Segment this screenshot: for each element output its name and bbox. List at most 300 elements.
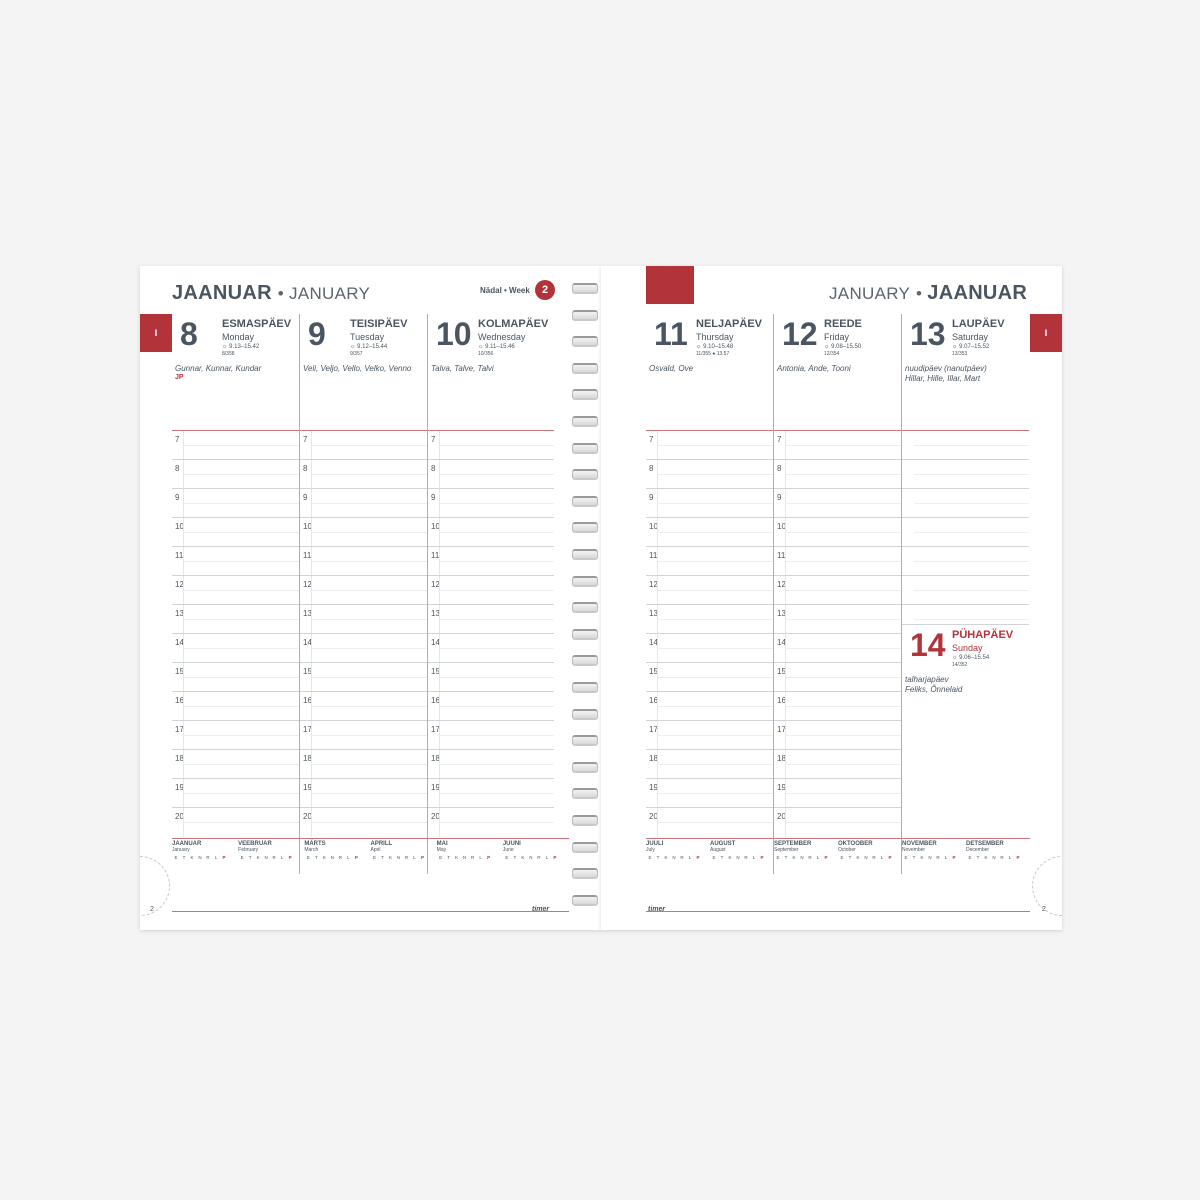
hour-slot[interactable] [172, 546, 299, 575]
hour-slot[interactable] [646, 575, 773, 604]
name-days-second: Hillar, Hille, Illar, Mart [905, 374, 981, 383]
half-hour-line [786, 764, 901, 765]
day-of-year: 13/353 [952, 351, 968, 357]
right-page [601, 266, 1062, 930]
month-tab-left[interactable]: I [140, 314, 172, 352]
hour-slot[interactable] [902, 517, 1029, 546]
spiral-ring [572, 895, 598, 906]
half-hour-line [440, 793, 554, 794]
weekday-letter: E [505, 855, 509, 860]
half-hour-line [312, 764, 427, 765]
hour-slot[interactable] [300, 807, 427, 836]
hour-grid[interactable] [646, 430, 773, 836]
hour-label: 13 [649, 609, 658, 618]
half-hour-line [184, 503, 299, 504]
hour-slot[interactable] [902, 488, 1029, 517]
mini-calendars-left [172, 838, 569, 898]
mini-calendar-grid [710, 855, 772, 863]
spiral-ring [572, 522, 598, 533]
half-hour-line [786, 532, 901, 533]
hour-slot[interactable] [172, 459, 299, 488]
weekday-letter: L [688, 855, 692, 860]
month-title-et: JAANUAR [172, 282, 272, 304]
weekday-letter: T [314, 855, 318, 860]
hour-slot[interactable] [300, 749, 427, 778]
mini-calendar [437, 841, 499, 863]
day-column-sunday[interactable] [902, 624, 1029, 874]
half-hour-line [184, 735, 299, 736]
hour-label: 10 [303, 522, 312, 531]
hour-slot[interactable] [774, 662, 901, 691]
half-hour-line [440, 764, 554, 765]
hour-slot[interactable] [300, 546, 427, 575]
hour-slot[interactable] [300, 459, 427, 488]
day-column-saturday[interactable] [901, 314, 1029, 874]
hour-slot[interactable] [300, 430, 427, 459]
hour-label: 7 [303, 435, 308, 444]
weekday-letter: T [248, 855, 252, 860]
hour-slot[interactable] [172, 691, 299, 720]
weekday-letter: N [198, 855, 202, 860]
weekday-letter: K [322, 855, 326, 860]
hour-slot[interactable] [172, 488, 299, 517]
hour-label: 7 [175, 435, 180, 444]
weekday-letter: L [347, 855, 350, 860]
hour-slot[interactable] [300, 662, 427, 691]
month-title-en: JANUARY [829, 284, 911, 303]
half-hour-line [184, 822, 299, 823]
hour-slot[interactable] [300, 691, 427, 720]
weekday-letter: L [479, 855, 482, 860]
hour-slot[interactable] [774, 575, 901, 604]
hour-label: 14 [649, 638, 658, 647]
hour-label: 13 [175, 609, 184, 618]
weekday-letter: P [420, 855, 424, 860]
mini-calendar-month-et: SEPTEMBER [774, 841, 812, 847]
half-hour-line [184, 706, 299, 707]
hour-label: 20 [649, 812, 658, 821]
hour-slot[interactable] [428, 604, 554, 633]
day-column-wednesday[interactable] [427, 314, 554, 874]
bottom-rule [646, 911, 1030, 912]
mini-calendar-month-en: April [370, 847, 381, 853]
spiral-ring [572, 363, 598, 374]
hour-slot[interactable] [774, 488, 901, 517]
sunrise-sunset: ☼ 9.07–15.52 [952, 344, 990, 350]
hour-slot[interactable] [774, 604, 901, 633]
weekday-letter: E [439, 855, 443, 860]
hour-label: 8 [303, 464, 308, 473]
half-hour-line [658, 735, 773, 736]
hour-slot[interactable] [774, 778, 901, 807]
weekday-letter: T [381, 855, 384, 860]
weekday-letter: E [904, 855, 908, 860]
half-hour-line [914, 474, 1029, 475]
mini-calendar-month-et: VEEBRUAR [238, 841, 272, 847]
bottom-rule [172, 911, 569, 912]
weekday-letter: P [760, 855, 764, 860]
spiral-ring [572, 389, 598, 400]
day-of-year: 14/352 [952, 662, 968, 668]
half-hour-line [312, 445, 427, 446]
mini-calendar-grid [503, 855, 565, 863]
day-note: JP [175, 374, 184, 381]
weekday-letter: R [338, 855, 342, 860]
month-title-en: JANUARY [289, 284, 371, 303]
spiral-ring [572, 735, 598, 746]
hour-slot[interactable] [774, 517, 901, 546]
mini-calendar [774, 841, 836, 863]
hour-slot[interactable] [428, 633, 554, 662]
hour-slot[interactable] [428, 459, 554, 488]
mini-calendar-month-et: DETSEMBER [966, 841, 1004, 847]
hour-slot[interactable] [428, 575, 554, 604]
day-column-tuesday[interactable] [299, 314, 427, 874]
hour-slot[interactable] [172, 720, 299, 749]
mini-calendar [646, 841, 708, 863]
spiral-ring [572, 602, 598, 613]
hour-slot[interactable] [774, 546, 901, 575]
weekday-letter: K [521, 855, 525, 860]
half-hour-line [914, 590, 1029, 591]
hour-label: 17 [649, 725, 658, 734]
hour-slot[interactable] [646, 430, 773, 459]
hour-slot[interactable] [300, 720, 427, 749]
weekday-letter: P [1016, 855, 1020, 860]
half-hour-line [184, 474, 299, 475]
half-hour-line [440, 503, 554, 504]
hour-slot[interactable] [428, 662, 554, 691]
mini-calendar-month-et: APRILL [370, 841, 393, 847]
month-title-left: JAANUAR • JANUARY [172, 282, 371, 304]
weekday-letter: K [856, 855, 860, 860]
half-hour-line [440, 648, 554, 649]
weekday-letter: T [912, 855, 916, 860]
name-days: Antonia, Ande, Tooni [777, 364, 851, 373]
half-hour-line [786, 677, 901, 678]
hour-grid[interactable] [300, 430, 427, 836]
weekday-letter: R [744, 855, 748, 860]
hour-slot[interactable] [300, 488, 427, 517]
weekday-letter: K [256, 855, 260, 860]
weekday-letter: R [808, 855, 812, 860]
weekday-letter: L [816, 855, 820, 860]
weekday-letter: K [728, 855, 732, 860]
weekday-letter: T [976, 855, 980, 860]
half-hour-line [312, 532, 427, 533]
half-hour-line [312, 648, 427, 649]
hour-grid[interactable] [428, 430, 554, 836]
weekday-letter: L [413, 855, 416, 860]
day-name-en: Friday [824, 332, 850, 342]
mini-calendar-month-et: AUGUST [710, 841, 736, 847]
mini-calendar-month-en: November [902, 847, 926, 853]
hour-slot[interactable] [172, 430, 299, 459]
half-hour-line [184, 764, 299, 765]
half-hour-line [658, 619, 773, 620]
month-title-et: JAANUAR [927, 282, 1028, 304]
hour-slot[interactable] [902, 575, 1029, 604]
hour-slot[interactable] [428, 778, 554, 807]
half-hour-line [184, 445, 299, 446]
weekday-letter: L [280, 855, 284, 860]
spiral-ring [572, 416, 598, 427]
hour-label: 15 [649, 667, 658, 676]
weekday-letter: T [513, 855, 517, 860]
mini-calendar-month-et: MÄRTS [304, 841, 326, 847]
hour-slot[interactable] [646, 749, 773, 778]
half-hour-line [184, 619, 299, 620]
hour-slot[interactable] [300, 778, 427, 807]
weekday-letter: N [463, 855, 467, 860]
hour-slot[interactable] [646, 517, 773, 546]
hour-label: 17 [431, 725, 440, 734]
hour-slot[interactable] [646, 546, 773, 575]
hour-slot[interactable] [646, 488, 773, 517]
day-of-year: 9/357 [350, 351, 363, 357]
day-name-et: TEISIPÄEV [350, 318, 408, 330]
day-name-et: LAUPÄEV [952, 318, 1005, 330]
weekday-letter: E [240, 855, 244, 860]
hour-label: 10 [175, 522, 184, 531]
hour-slot[interactable] [774, 749, 901, 778]
spiral-ring [572, 868, 598, 879]
hour-slot[interactable] [774, 720, 901, 749]
hour-slot[interactable] [646, 604, 773, 633]
weekday-letter: T [656, 855, 660, 860]
name-days-second: Feliks, Õnnelaid [905, 685, 963, 694]
hour-slot[interactable] [902, 546, 1029, 575]
hour-grid[interactable] [172, 430, 299, 836]
corner-arc [140, 856, 170, 916]
hour-slot[interactable] [774, 633, 901, 662]
half-hour-line [184, 590, 299, 591]
hour-slot[interactable] [428, 488, 554, 517]
weekday-letter: L [1008, 855, 1012, 860]
mini-calendar [304, 841, 366, 863]
hour-slot[interactable] [774, 430, 901, 459]
hour-label: 14 [431, 638, 440, 647]
day-column-thursday[interactable] [646, 314, 773, 874]
mini-calendar-month-et: JAANUAR [172, 841, 202, 847]
day-name-en: Saturday [952, 332, 989, 342]
day-of-year: 12/354 [824, 351, 840, 357]
hour-label: 16 [649, 696, 658, 705]
hour-slot[interactable] [172, 575, 299, 604]
weekday-letter: K [792, 855, 796, 860]
weekday-letter: E [174, 855, 178, 860]
hour-label: 12 [777, 580, 786, 589]
hour-slot[interactable] [646, 459, 773, 488]
half-hour-line [312, 706, 427, 707]
weekday-letter: T [848, 855, 852, 860]
half-hour-line [658, 532, 773, 533]
hour-slot[interactable] [646, 691, 773, 720]
half-hour-line [440, 822, 554, 823]
weekday-letter: N [264, 855, 268, 860]
hour-label: 16 [431, 696, 440, 705]
day-name-en: Thursday [696, 332, 734, 342]
spiral-ring [572, 842, 598, 853]
hour-grid[interactable] [774, 430, 901, 836]
half-hour-line [440, 677, 554, 678]
hour-label: 8 [431, 464, 436, 473]
half-hour-line [440, 532, 554, 533]
half-hour-line [312, 503, 427, 504]
weekday-letter: N [800, 855, 804, 860]
hour-slot[interactable] [172, 604, 299, 633]
hour-slot[interactable] [428, 691, 554, 720]
half-hour-line [786, 648, 901, 649]
hour-label: 12 [649, 580, 658, 589]
weekday-letter: E [372, 855, 376, 860]
mini-calendar [238, 841, 300, 863]
spiral-binding [572, 283, 598, 923]
sunrise-sunset: ☼ 9.12–15.44 [350, 344, 388, 350]
day-name-et: PÜHAPÄEV [952, 629, 1014, 641]
spiral-ring [572, 443, 598, 454]
hour-slot[interactable] [774, 459, 901, 488]
hour-label: 15 [431, 667, 440, 676]
day-header [300, 314, 427, 430]
sunrise-sunset: ☼ 9.08–15.50 [824, 344, 862, 350]
hour-slot[interactable] [172, 517, 299, 546]
hour-slot[interactable] [172, 662, 299, 691]
hour-label: 7 [431, 435, 436, 444]
mini-calendar-month-en: February [238, 847, 259, 853]
brand-logo: timer [532, 906, 550, 913]
hour-label: 16 [175, 696, 184, 705]
hour-slot[interactable] [774, 691, 901, 720]
corner-arc [1032, 856, 1062, 916]
weekday-letter: L [944, 855, 948, 860]
name-days: Gunnar, Kunnar, Kundar [175, 364, 262, 373]
half-hour-line [312, 735, 427, 736]
weekday-letter: P [354, 855, 358, 860]
mini-calendar-month-en: June [502, 847, 514, 853]
mini-calendar [710, 841, 772, 863]
hour-label: 14 [777, 638, 786, 647]
weekday-letter: R [537, 855, 541, 860]
hour-label: 9 [777, 493, 782, 502]
hour-slot[interactable] [646, 807, 773, 836]
half-hour-line [786, 619, 901, 620]
name-days: talharjapäev [905, 675, 949, 684]
hour-label: 15 [303, 667, 312, 676]
hour-slot[interactable] [172, 633, 299, 662]
mini-calendar [838, 841, 900, 863]
weekday-letter: N [864, 855, 868, 860]
hour-slot[interactable] [646, 720, 773, 749]
weekday-letter: P [824, 855, 828, 860]
day-name-et: KOLMAPÄEV [478, 318, 549, 330]
mini-calendar [172, 841, 234, 863]
mini-calendar-grid [304, 855, 366, 863]
half-hour-line [312, 474, 427, 475]
hour-label: 19 [649, 783, 658, 792]
hour-label: 13 [431, 609, 440, 618]
mini-calendar-grid [646, 855, 708, 863]
hour-slot[interactable] [428, 517, 554, 546]
hour-label: 10 [649, 522, 658, 531]
spiral-ring [572, 815, 598, 826]
half-hour-line [658, 474, 773, 475]
hour-slot[interactable] [902, 459, 1029, 488]
spiral-ring [572, 336, 598, 347]
hour-slot[interactable] [300, 575, 427, 604]
mini-calendar-grid [902, 855, 964, 863]
hour-slot[interactable] [428, 430, 554, 459]
hour-slot[interactable] [172, 778, 299, 807]
hour-slot[interactable] [774, 807, 901, 836]
hour-slot[interactable] [902, 430, 1029, 459]
hour-label: 19 [175, 783, 184, 792]
half-hour-line [440, 706, 554, 707]
mini-calendar-grid [238, 855, 300, 863]
hour-slot[interactable] [646, 633, 773, 662]
day-number: 13 [910, 316, 946, 352]
hour-slot[interactable] [428, 749, 554, 778]
weekday-letter: L [214, 855, 218, 860]
mini-calendar [966, 841, 1028, 863]
weekday-letter: T [720, 855, 724, 860]
half-hour-line [658, 822, 773, 823]
weekday-letter: E [776, 855, 780, 860]
hour-label: 11 [777, 551, 786, 560]
weekday-letter: N [736, 855, 740, 860]
mini-calendar-month-et: JUULI [646, 841, 664, 847]
half-hour-line [312, 822, 427, 823]
half-hour-line [658, 648, 773, 649]
month-tab-right[interactable]: I [1030, 314, 1062, 352]
hour-label: 14 [303, 638, 312, 647]
weekday-letter: E [968, 855, 972, 860]
hour-slot[interactable] [300, 604, 427, 633]
hour-slot[interactable] [172, 749, 299, 778]
hour-label: 9 [431, 493, 436, 502]
name-days: nuudipäev (nanutpäev) [905, 364, 987, 373]
weekday-letter: N [529, 855, 533, 860]
hour-slot[interactable] [428, 546, 554, 575]
hour-slot[interactable] [300, 633, 427, 662]
hour-slot[interactable] [428, 807, 554, 836]
weekday-letter: P [952, 855, 956, 860]
weekday-letter: L [880, 855, 884, 860]
hour-label: 11 [431, 551, 440, 560]
sunrise-sunset: ☼ 9.11–15.46 [478, 344, 515, 350]
half-hour-line [914, 445, 1029, 446]
hour-label: 18 [431, 754, 440, 763]
day-number: 12 [782, 316, 818, 352]
day-name-et: REEDE [824, 318, 862, 330]
half-hour-line [658, 561, 773, 562]
half-hour-line [786, 445, 901, 446]
hour-label: 8 [777, 464, 782, 473]
spiral-ring [572, 788, 598, 799]
half-hour-line [786, 706, 901, 707]
mini-calendar-month-en: October [838, 847, 856, 853]
weekday-letter: E [648, 855, 652, 860]
weekday-letter: P [553, 855, 557, 860]
hour-slot[interactable] [646, 662, 773, 691]
hour-slot[interactable] [300, 517, 427, 546]
hour-slot[interactable] [646, 778, 773, 807]
hour-slot[interactable] [172, 807, 299, 836]
day-column-monday[interactable] [172, 314, 299, 874]
hour-slot[interactable] [428, 720, 554, 749]
mini-calendar [902, 841, 964, 863]
day-column-friday[interactable] [773, 314, 901, 874]
